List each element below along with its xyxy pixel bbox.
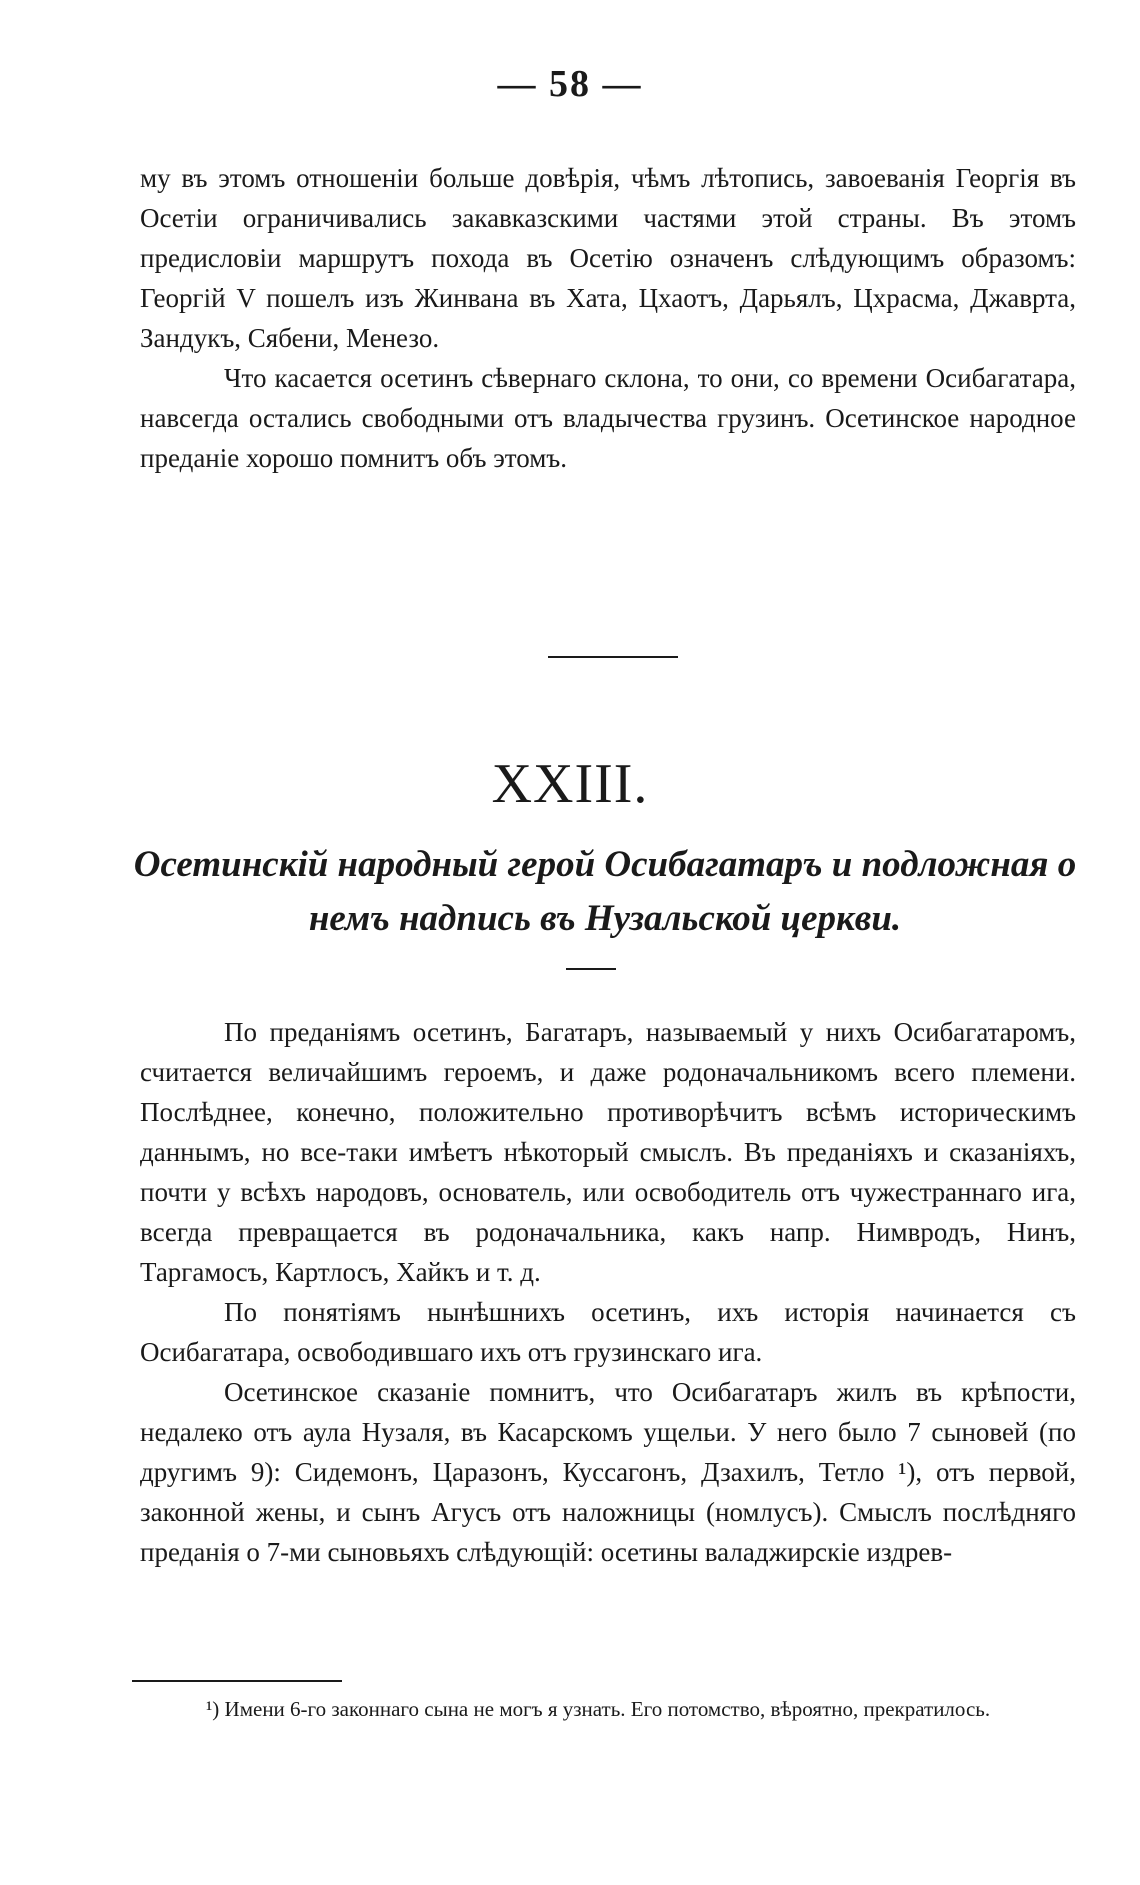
footnote-divider [132, 1680, 342, 1682]
chapter-title: Осетинскій народный герой Осибагатаръ и подложная о немъ надпись въ Нузальской церкви. [133, 844, 1077, 939]
chapter-number: XXIII. [491, 753, 649, 815]
title-divider [566, 968, 616, 970]
paragraph: Что касается осетинъ сѣвернаго склона, то они, со времени Осибагатара, навсегда остались свободными отъ владычества грузинъ. Осетинское народное преданіе хорошо помнитъ объ этомъ. [140, 363, 1076, 473]
page-number: — 58 — [497, 63, 643, 105]
paragraph: му въ этомъ отношеніи больше довѣрія, чѣмъ лѣтопись, завоеванія Георгія въ Осетіи ограничивались закавказскими частями этой страны. Въ этомъ предисловіи маршрутъ похода въ Осетію означенъ слѣдующимъ образомъ: Георгій V пошелъ изъ Жинвана въ Хата, Цхаотъ, Дарьялъ, Цхрасма, Джаврта, Зандукъ, Сябени, Менезо. [140, 163, 1076, 353]
paragraph: Осетинское сказаніе помнитъ, что Осибагатаръ жилъ въ крѣпости, недалеко отъ аула Нузаля, въ Касарскомъ ущельи. У него было 7 сыновей (по другимъ 9): Сидемонъ, Царазонъ, Кусcагонъ, Дзахилъ, Тетло ¹), отъ первой, законной жены, и сынъ Агусъ отъ наложницы (номлусъ). Смыслъ послѣдняго преданія о 7-ми сыновьяхъ слѣдующій: осетины валаджирскіе издрев- [140, 1377, 1076, 1567]
footnote [132, 1692, 1078, 1726]
paragraph: По понятіямъ нынѣшнихъ осетинъ, ихъ исторія начинается съ Осибагатара, освободившаго ихъ отъ грузинскаго ига. [140, 1297, 1076, 1367]
continued-text [140, 158, 1076, 478]
paragraph: По преданіямъ осетинъ, Багатаръ, называемый у нихъ Осибагатаромъ, считается величайшимъ героемъ, и даже родоначальникомъ всего племени. Послѣднее, конечно, положительно противорѣчитъ всѣмъ историческимъ даннымъ, но все-таки имѣетъ нѣкоторый смыслъ. Въ преданіяхъ и сказаніяхъ, почти у всѣхъ народовъ, основатель, или освободитель отъ чужестраннаго ига, всегда превращается въ родоначальника, какъ напр. Нимвродъ, Нинъ, Таргамосъ, Картлосъ, Хайкъ и т. д. [140, 1017, 1076, 1287]
chapter-body [140, 1012, 1076, 1572]
section-divider [548, 656, 678, 658]
footnote-text: ¹) Имени 6-го законнаго сына не могъ я узнать. Его потомство, вѣроятно, прекратилось. [206, 1697, 991, 1721]
